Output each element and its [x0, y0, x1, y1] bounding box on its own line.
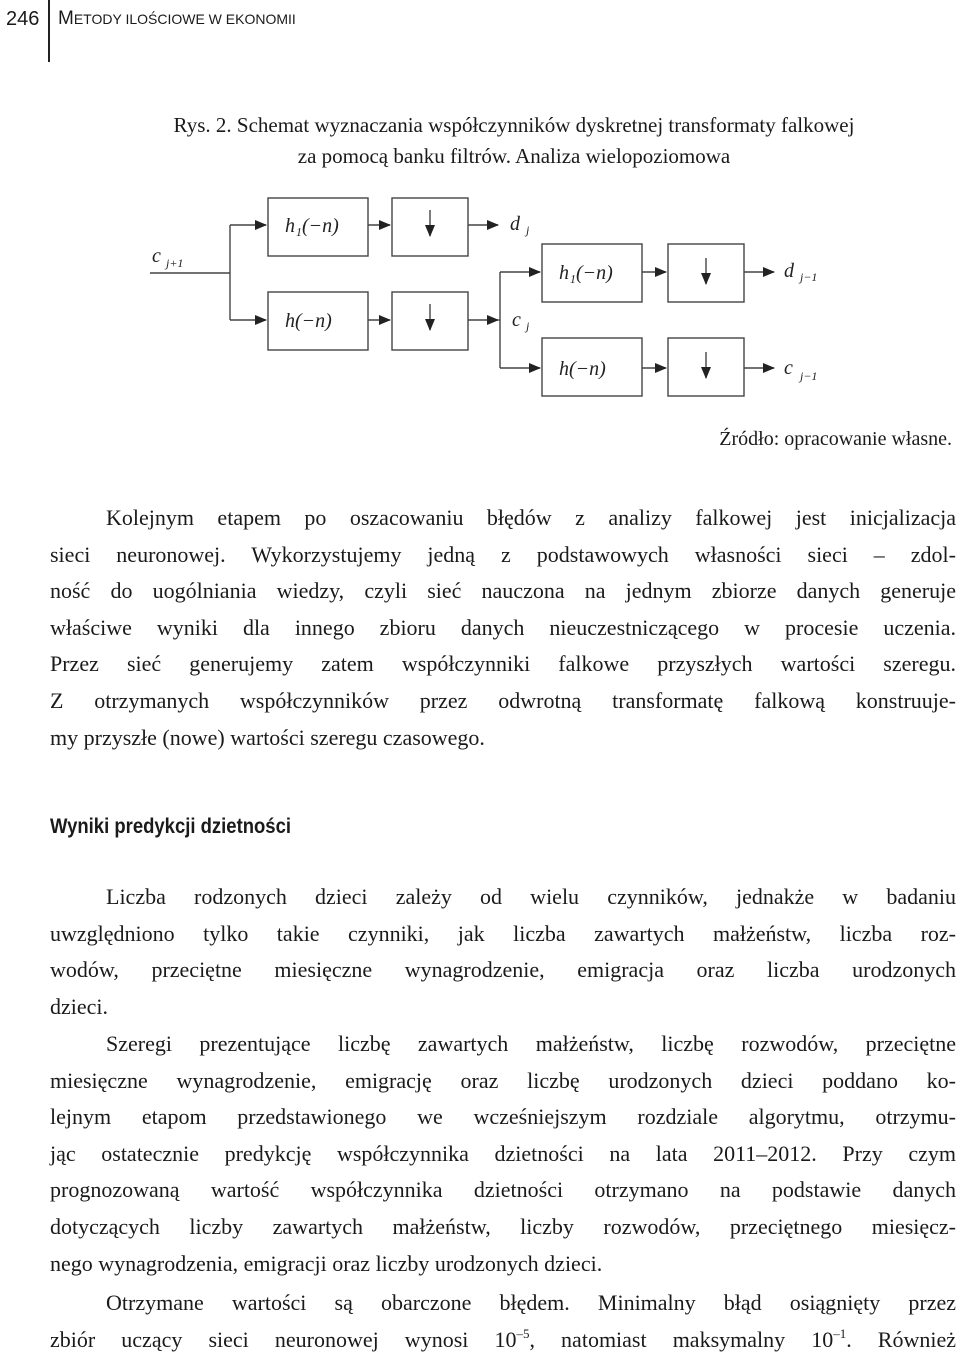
text-line: sieci neuronowej. Wykorzystujemy jedną z podstawowych własności sieci – zdol-	[50, 541, 956, 567]
figure-source: Źródło: opracowanie własne.	[719, 428, 952, 450]
text-line: dzieci.	[50, 993, 109, 1019]
text-line: Przez sieć generujemy zatem współczynniki falkowe przyszłych wartości szeregu.	[50, 651, 956, 677]
text-line: my przyszłe (nowe) wartości szeregu czasowego.	[50, 724, 485, 750]
text-line: właściwe wyniki dla innego zbioru danych nieuczestniczącego w procesie uczenia.	[50, 614, 956, 640]
figure-caption	[104, 110, 924, 172]
paragraph-errors	[50, 1285, 956, 1358]
text-fragment: , natomiast maksymalny 10	[529, 1326, 834, 1352]
running-title-rest: ETODY ILOŚCIOWE W EKONOMII	[73, 11, 296, 27]
text-line: dotyczących liczby zawartych małżeństw, liczby rozwodów, przeciętnego miesięcz-	[50, 1213, 956, 1239]
paragraph-network-init	[50, 500, 956, 756]
label-h1-level1: h₁(−n)	[285, 215, 339, 237]
text-line: Kolejnym etapem po oszacowaniu błędów z analizy falkowej jest inicjalizacja	[106, 505, 956, 530]
text-line: prognozowaną wartość współczynnika dzietności otrzymano na podstawie danych	[50, 1177, 956, 1203]
text-line: wodów, przeciętne miesięczne wynagrodzenie, emigracja oraz liczba urodzonych	[50, 957, 956, 983]
label-input-sub: j+1	[166, 256, 184, 270]
caption-line-1: Rys. 2. Schemat wyznaczania współczynników dyskretnej transformaty falkowej	[173, 113, 855, 137]
paragraph-series	[50, 1026, 956, 1282]
label-h-level2: h(−n)	[559, 358, 606, 380]
text-fragment: . Również	[846, 1326, 957, 1352]
label-cj-sub: j	[526, 319, 530, 333]
label-h-level1: h(−n)	[285, 310, 332, 332]
page-number: 246	[6, 8, 40, 30]
section-heading: Wyniki predykcji dzietności	[50, 815, 292, 838]
running-title-initial: M	[58, 8, 74, 29]
label-dj1: d	[784, 260, 794, 282]
label-dj-sub: j	[526, 223, 530, 237]
text-line: lejnym etapom przedstawionego we wcześniejszym rozdziale algorytmu, otrzymu-	[50, 1104, 956, 1130]
text-line: Otrzymane wartości są obarczone błędem. Minimalny błąd osiągnięty przez	[106, 1290, 956, 1315]
text-line: miesięczne wynagrodzenie, emigrację oraz liczbę urodzonych dzieci poddano ko-	[50, 1067, 956, 1093]
label-dj1-sub: j−1	[800, 270, 818, 284]
text-line: ność do uogólniania wiedzy, czyli sieć nauczona na jednym zbiorze danych generuje	[50, 578, 956, 604]
label-dj: d	[510, 213, 520, 235]
text-line: nego wynagrodzenia, emigracji oraz liczby urodzonych dzieci.	[50, 1250, 603, 1276]
header-divider	[48, 0, 50, 62]
running-title	[58, 8, 296, 30]
text-line: uwzględniono tylko takie czynniki, jak liczba zawartych małżeństw, liczba roz-	[50, 920, 956, 946]
label-input: c	[152, 245, 161, 267]
exponent: –1	[833, 1325, 847, 1341]
caption-line-2: za pomocą banku filtrów. Analiza wielopoziomowa	[297, 144, 731, 168]
label-cj1-sub: j−1	[800, 369, 818, 383]
filter-bank-diagram	[140, 188, 840, 418]
paragraph-factors	[50, 879, 956, 1025]
exponent: –5	[516, 1325, 530, 1341]
text-line	[50, 1322, 956, 1358]
text-line: Liczba rodzonych dzieci zależy od wielu czynników, jednakże w badaniu	[106, 884, 956, 909]
text-fragment: zbiór uczący sieci neuronowej wynosi 10	[50, 1326, 517, 1352]
label-cj1: c	[784, 357, 793, 379]
label-h1-level2: h₁(−n)	[559, 262, 613, 284]
text-line: Szeregi prezentujące liczbę zawartych małżeństw, liczbę rozwodów, przeciętne	[106, 1031, 956, 1056]
text-line: jąc ostatecznie predykcję współczynnika dzietności na lata 2011–2012. Przy czym	[50, 1140, 956, 1166]
label-cj: c	[512, 309, 521, 331]
text-line: Z otrzymanych współczynników przez odwrotną transformatę falkową konstruuje-	[50, 687, 956, 713]
